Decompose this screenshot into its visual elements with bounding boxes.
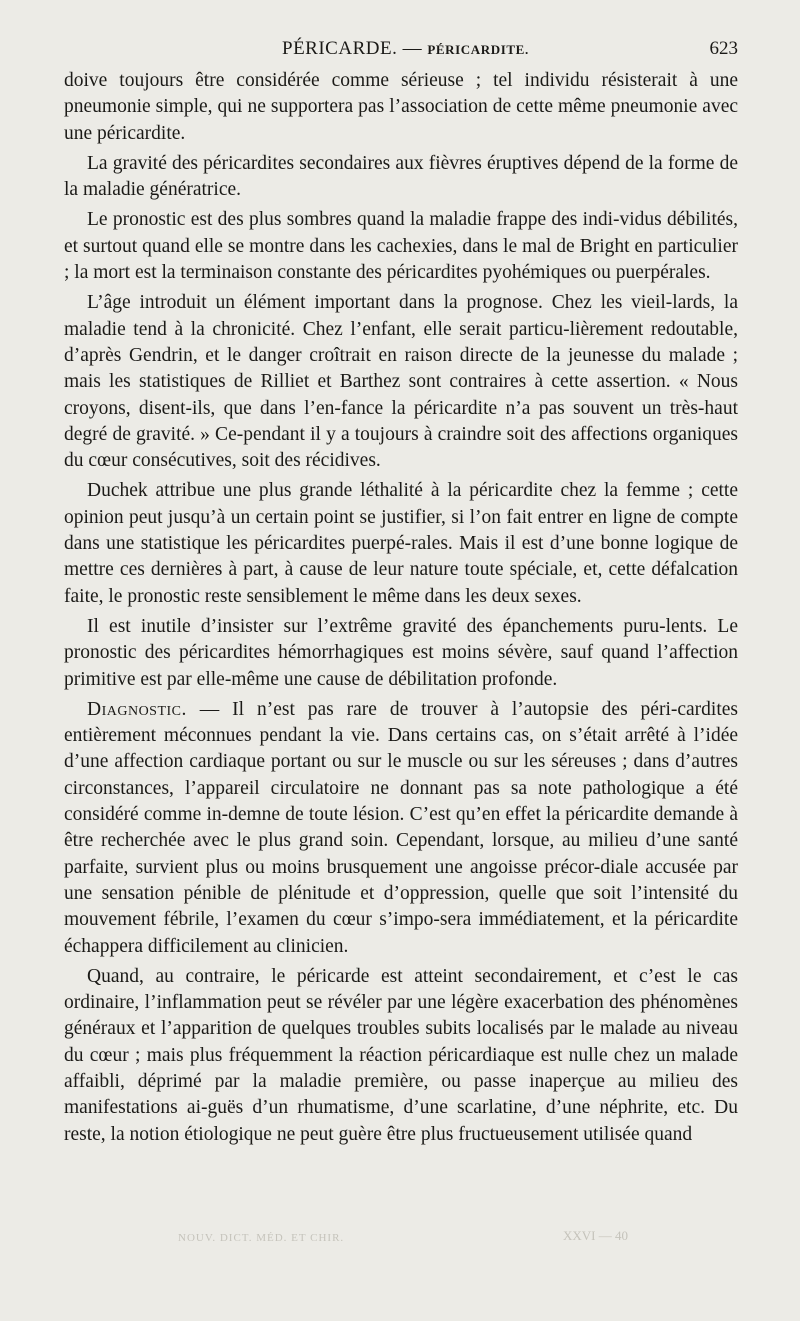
paragraph-prognosis-debilitated: Le pronostic est des plus sombres quand la maladie frappe des indi-vidus débilités, et surtout quand elle se montre dans les cachexies, dans le mal de Bright en particulier ; la mort est la terminaison constante des péricardites pyohémiques ou puerpérales.	[64, 209, 738, 284]
body-text	[64, 68, 738, 1148]
diagnostic-text: — Il n’est pas rare de trouver à l’autopsie des péri-cardites entièrement méconnues pendant la vie. Dans certains cas, on s’était arrêté à l’idée d’une affection cardiaque portant ou sur le muscle ou sur les séreuses ; dans d’autres circonstances, l’appareil circulatoire ne donnant pas sa note pathologique a été considéré comme in-demne de toute lésion. C’est qu’en effet la péricardite demande à être recherchée avec le plus grand soin. Cependant, lorsque, au milieu d’une santé parfaite, survient plus ou moins brusquement une angoisse précor-diale accusée par une sensation pénible de plénitude et d’oppression, quelle que soit l’intensité du mouvement fébrile, l’examen du cœur s’impo-sera immédiatement, et la péricardite échappera difficilement au clinicien.	[64, 698, 738, 957]
header-title-sub: PÉRICARDITE.	[427, 42, 529, 57]
running-header	[64, 38, 738, 68]
header-title	[282, 38, 529, 60]
diagnostic-heading: Diagnostic.	[87, 698, 187, 720]
paragraph-purulent: Il est inutile d’insister sur l’extrême gravité des épanchements puru-lents. Le pronostic des péricardites hémorrhagiques est moins sévère, sauf quand l’affection primitive est par elle-même une cause de débilitation profonde.	[64, 615, 738, 690]
paragraph-continued: doive toujours être considérée comme sérieuse ; tel individu résisterait à une pneumonie simple, qui ne supportera pas l’association de cette même pneumonie avec une péricardite.	[64, 70, 738, 144]
signature-mark-ghost: XXVI — 40	[563, 1228, 628, 1243]
paragraph-secondary: Quand, au contraire, le péricarde est atteint secondairement, et c’est le cas ordinaire, l’inflammation peut se révéler par une légère exacerbation des phénomènes généraux et l’apparition de quelques troubles subits localisés par le malade au niveau du cœur ; mais plus fréquemment la réaction péricardiaque est nulle chez un malade affaibli, déprimé par la maladie première, ou passe inaperçue au milieu des manifestations ai-guës d’un rhumatisme, d’une scarlatine, d’une néphrite, etc. Du reste, la notion étiologique ne peut guère être plus fructueusement utilisée quand	[64, 965, 738, 1145]
page-number: 623	[709, 38, 738, 59]
paragraph-eruptive-fevers: La gravité des péricardites secondaires aux fièvres éruptives dépend de la forme de la maladie génératrice.	[64, 152, 738, 201]
paragraph-diagnostic	[64, 697, 738, 960]
header-title-main: PÉRICARDE. —	[282, 38, 428, 59]
running-foot-ghost: NOUV. DICT. MÉD. ET CHIR.	[178, 1232, 345, 1244]
paragraph-age: L’âge introduit un élément important dans la prognose. Chez les vieil-lards, la maladie tend à la chronicité. Chez l’enfant, elle serait particu-lièrement redoutable, d’après Gendrin, et le danger croîtrait en raison directe de la jeunesse du malade ; mais les statistiques de Rilliet et Barthez sont contraires à cette assertion. « Nous croyons, disent-ils, que dans l’en-fance la péricardite n’a pas souvent un très-haut degré de gravité. » Ce-pendant il y a toujours à craindre soit des affections organiques du cœur consécutives, soit des récidives.	[64, 292, 738, 472]
paragraph-sex: Duchek attribue une plus grande léthalité à la péricardite chez la femme ; cette opinion peut jusqu’à un certain point se justifier, si l’on fait entrer en ligne de compte dans une statistique les péricardites puerpé-rales. Mais il est d’une bonne logique de mettre ces dernières à part, à cause de leur nature toute spéciale, et, cette défalcation faite, le pronostic reste sensiblement le même dans les deux sexes.	[64, 480, 738, 607]
